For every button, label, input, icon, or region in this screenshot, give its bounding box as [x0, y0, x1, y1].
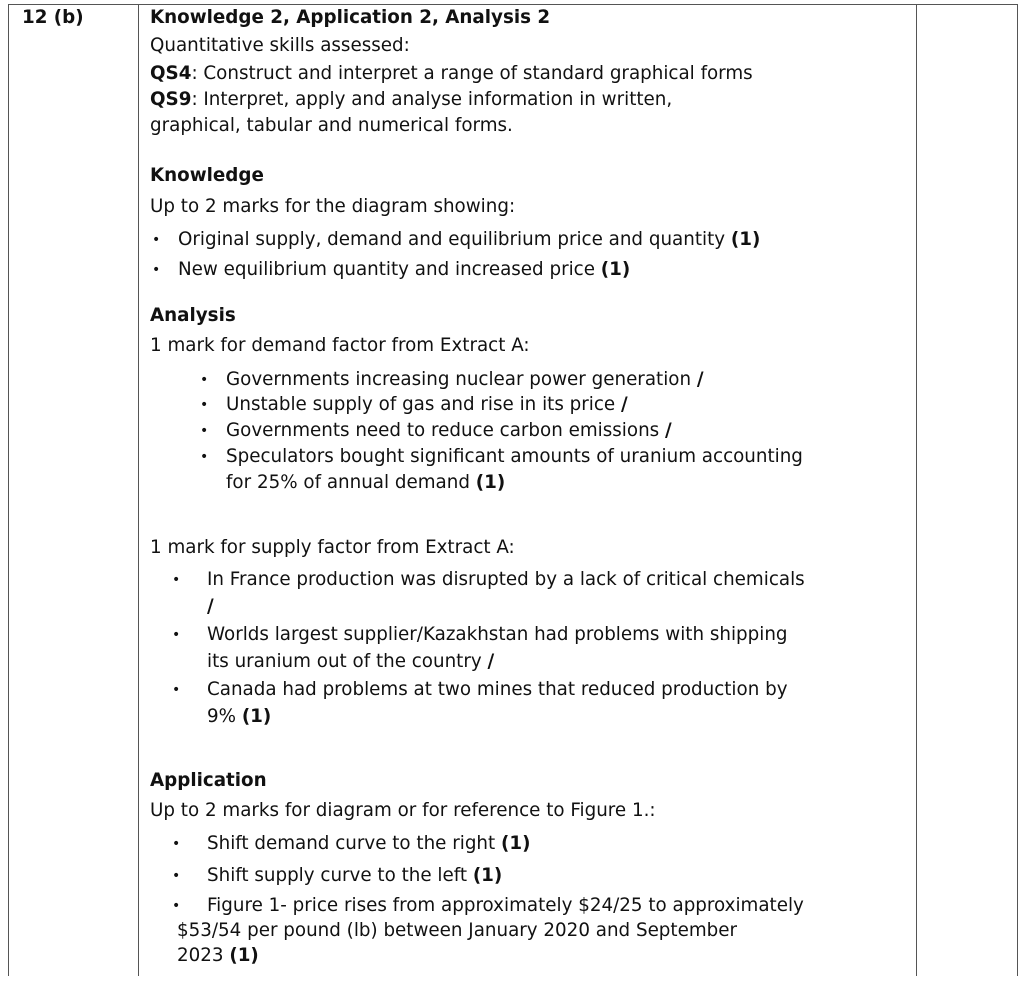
bullet-icon: •: [152, 232, 161, 248]
list-item: Figure 1- price rises from approximately $24/25 to approximately: [207, 895, 804, 916]
qs9-code: QS9: [150, 89, 192, 110]
qs-intro: Quantitative skills assessed:: [150, 35, 410, 56]
bullet-icon: •: [172, 868, 181, 884]
bullet-icon: •: [172, 682, 181, 698]
qs4-code: QS4: [150, 63, 192, 84]
marks-header: Knowledge 2, Application 2, Analysis 2: [150, 7, 551, 28]
list-item: Canada had problems at two mines that reduced production by: [207, 679, 788, 700]
list-item: Original supply, demand and equilibrium price and quantity (1): [178, 229, 761, 250]
knowledge-heading: Knowledge: [150, 165, 264, 186]
demand-intro: 1 mark for demand factor from Extract A:: [150, 335, 530, 356]
bullet-icon: •: [200, 449, 209, 465]
bullet-icon: •: [172, 627, 181, 643]
qs9-line: [150, 87, 672, 113]
list-item: Shift supply curve to the left (1): [207, 865, 503, 886]
table-right-border: [1017, 4, 1018, 976]
list-item: Governments increasing nuclear power generation /: [226, 369, 704, 390]
list-item: Worlds largest supplier/Kazakhstan had problems with shipping: [207, 624, 788, 645]
bullet-icon: •: [172, 836, 181, 852]
list-item-cont: 2023 (1): [177, 945, 259, 966]
list-item: New equilibrium quantity and increased price (1): [178, 259, 631, 280]
qs4-text: : Construct and interpret a range of standard graphical forms: [191, 63, 753, 84]
list-item-cont: for 25% of annual demand (1): [226, 472, 506, 493]
table-left-border: [8, 4, 9, 976]
bullet-icon: •: [200, 397, 209, 413]
list-item-cont: /: [207, 596, 214, 617]
list-item: Governments need to reduce carbon emissions /: [226, 420, 672, 441]
application-intro: Up to 2 marks for diagram or for reference to Figure 1.:: [150, 800, 656, 821]
list-item-cont: $53/54 per pound (lb) between January 2020 and September: [177, 920, 738, 941]
bullet-icon: •: [152, 262, 161, 278]
knowledge-intro: Up to 2 marks for the diagram showing:: [150, 196, 516, 217]
list-item: Speculators bought significant amounts of uranium accounting: [226, 446, 803, 467]
question-number: 12 (b): [22, 7, 84, 28]
supply-intro: 1 mark for supply factor from Extract A:: [150, 537, 515, 558]
application-heading: Application: [150, 770, 267, 791]
list-item: In France production was disrupted by a lack of critical chemicals: [207, 569, 805, 590]
analysis-heading: Analysis: [150, 305, 236, 326]
bullet-icon: •: [172, 572, 181, 588]
column-divider: [138, 4, 139, 976]
list-item-cont: 9% (1): [207, 706, 272, 727]
list-item-cont: its uranium out of the country /: [207, 651, 495, 672]
list-item: Shift demand curve to the right (1): [207, 833, 531, 854]
qs4-line: [150, 61, 753, 87]
qs9-text: : Interpret, apply and analyse information in written,: [191, 89, 673, 110]
bullet-icon: •: [200, 372, 209, 388]
qs9-text-cont: graphical, tabular and numerical forms.: [150, 115, 513, 136]
bullet-icon: •: [172, 898, 181, 914]
list-item: Unstable supply of gas and rise in its price /: [226, 394, 628, 415]
bullet-icon: •: [200, 423, 209, 439]
column-divider: [916, 4, 917, 976]
